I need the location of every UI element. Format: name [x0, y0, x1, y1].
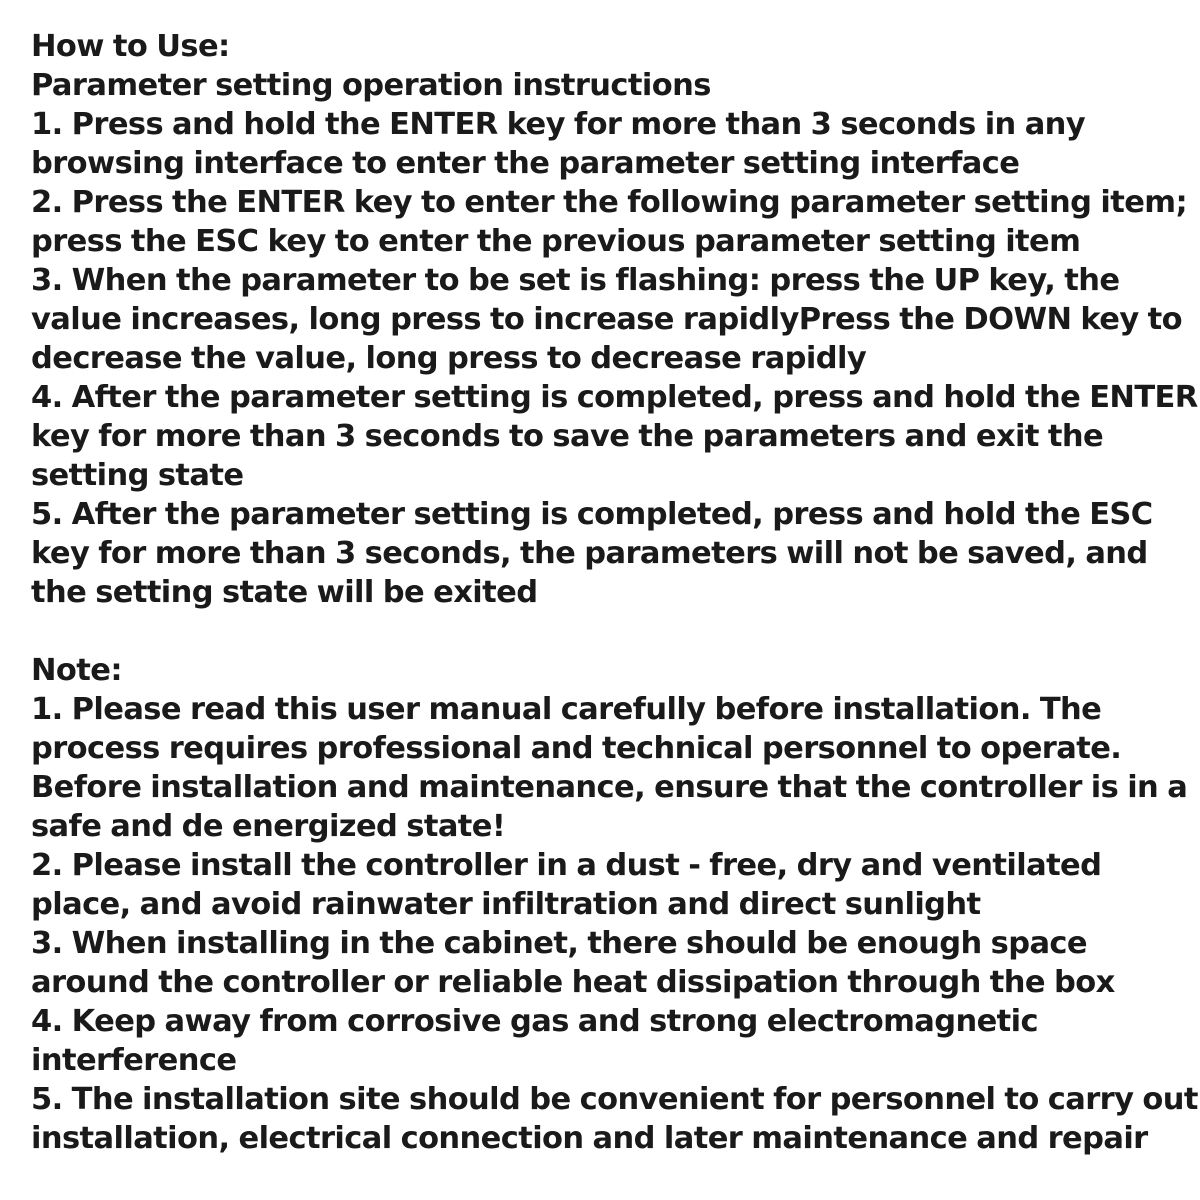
- instruction-line: setting state: [31, 458, 244, 493]
- note-section: [31, 651, 1198, 1158]
- note-line: around the controller or reliable heat dissipation through the box: [31, 965, 1115, 1000]
- instruction-line: the setting state will be exited: [31, 575, 538, 610]
- note-line: 5. The installation site should be convenient for personnel to carry out: [31, 1082, 1198, 1117]
- note-line: installation, electrical connection and later maintenance and repair: [31, 1121, 1148, 1156]
- section-gap: [31, 612, 1181, 651]
- instruction-line: key for more than 3 seconds, the parameters will not be saved, and: [31, 536, 1148, 571]
- instruction-line: decrease the value, long press to decrease rapidly: [31, 341, 867, 376]
- note-line: process requires professional and technical personnel to operate.: [31, 731, 1122, 766]
- parameter-setting-subheading: Parameter setting operation instructions: [31, 68, 711, 103]
- instruction-line: 1. Press and hold the ENTER key for more than 3 seconds in any: [31, 107, 1086, 142]
- instruction-line: 4. After the parameter setting is completed, press and hold the ENTER: [31, 380, 1198, 415]
- instruction-line: value increases, long press to increase rapidlyPress the DOWN key to: [31, 302, 1183, 337]
- note-heading: Note:: [31, 653, 122, 688]
- instruction-document: [31, 27, 1198, 1158]
- instruction-line: press the ESC key to enter the previous parameter setting item: [31, 224, 1081, 259]
- note-line: 2. Please install the controller in a dust - free, dry and ventilated: [31, 848, 1102, 883]
- note-line: place, and avoid rainwater infiltration and direct sunlight: [31, 887, 981, 922]
- note-line: 1. Please read this user manual carefully before installation. The: [31, 692, 1102, 727]
- instruction-line: 5. After the parameter setting is completed, press and hold the ESC: [31, 497, 1153, 532]
- instruction-line: browsing interface to enter the parameter setting interface: [31, 146, 1020, 181]
- note-line: Before installation and maintenance, ensure that the controller is in a: [31, 770, 1188, 805]
- instruction-line: 3. When the parameter to be set is flashing: press the UP key, the: [31, 263, 1120, 298]
- note-line: 3. When installing in the cabinet, there should be enough space: [31, 926, 1087, 961]
- note-line: interference: [31, 1043, 237, 1078]
- note-line: 4. Keep away from corrosive gas and strong electromagnetic: [31, 1004, 1038, 1039]
- how-to-use-heading: How to Use:: [31, 29, 230, 64]
- how-to-use-section: [31, 27, 1198, 612]
- instruction-line: key for more than 3 seconds to save the parameters and exit the: [31, 419, 1104, 454]
- note-line: safe and de energized state!: [31, 809, 506, 844]
- instruction-line: 2. Press the ENTER key to enter the following parameter setting item;: [31, 185, 1188, 220]
